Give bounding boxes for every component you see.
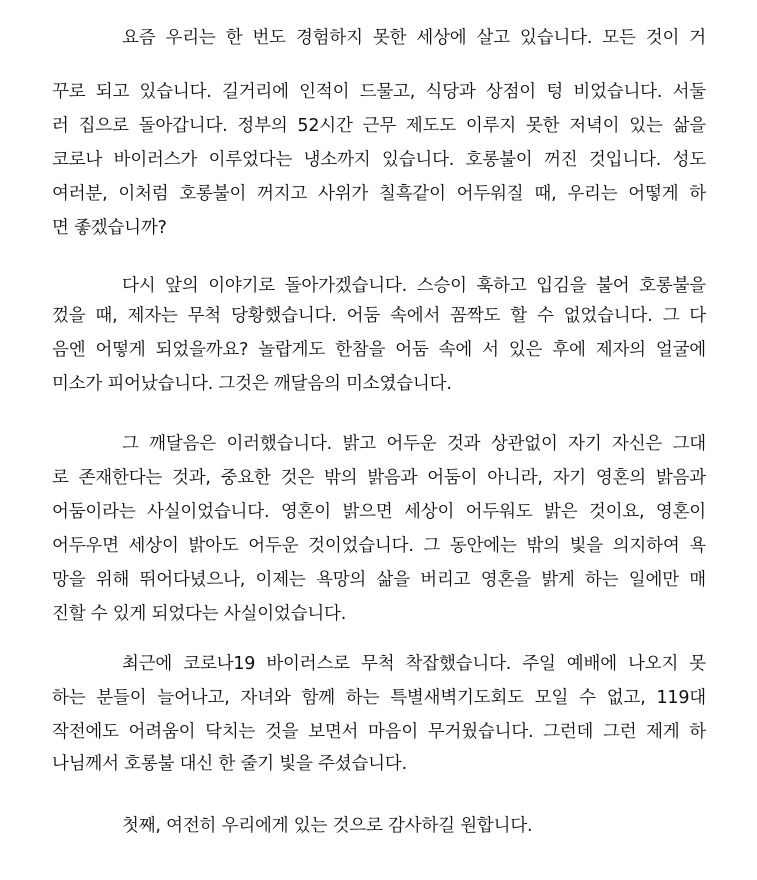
paragraph-4-line-2: 하는 분들이 늘어나고, 자녀와 함께 하는 특별새벽기도회도 모일 수 없고, 119대 bbox=[52, 688, 706, 708]
paragraph-2-line-1: 다시 앞의 이야기로 돌아가겠습니다. 스승이 훅하고 입김을 불어 호롱불을 bbox=[122, 276, 706, 296]
paragraph-3-line-2: 로 존재한다는 것과, 중요한 것은 밖의 밝음과 어둠이 아니라, 자기 영혼의 밝음과 bbox=[52, 468, 706, 488]
paragraph-3-line-1: 그 깨달음은 이러했습니다. 밝고 어두운 것과 상관없이 자기 자신은 그대 bbox=[122, 434, 706, 454]
paragraph-3-line-5: 망을 위해 뛰어다녔으나, 이제는 욕망의 삶을 버리고 영혼을 밝게 하는 일에만 매 bbox=[52, 570, 706, 590]
paragraph-1-line-5: 여러분, 이처럼 호롱불이 꺼지고 사위가 칠흑같이 어두워질 때, 우리는 어떻게 하 bbox=[52, 184, 706, 204]
paragraph-1-line-3: 러 집으로 돌아갑니다. 정부의 52시간 근무 제도도 이루지 못한 저녁이 있는 삶을 bbox=[52, 116, 706, 136]
paragraph-3-line-4: 어두우면 세상이 밝아도 어두운 것이었습니다. 그 동안에는 밖의 빛을 의지하여 욕 bbox=[52, 536, 706, 556]
paragraph-5-line-1: 첫째, 여전히 우리에게 있는 것으로 감사하길 원합니다. bbox=[122, 816, 533, 836]
paragraph-2-line-2: 껐을 때, 제자는 무척 당황했습니다. 어둠 속에서 꼼짝도 할 수 없었습니다. 그 다 bbox=[52, 306, 706, 326]
paragraph-2-line-4: 미소가 피어났습니다. 그것은 깨달음의 미소였습니다. bbox=[52, 374, 452, 394]
paragraph-1-line-2: 꾸로 되고 있습니다. 길거리에 인적이 드물고, 식당과 상점이 텅 비었습니다. 서둘 bbox=[52, 82, 706, 102]
paragraph-1-line-4: 코로나 바이러스가 이루었다는 냉소까지 있습니다. 호롱불이 꺼진 것입니다. 성도 bbox=[52, 150, 706, 170]
paragraph-3-line-6: 진할 수 있게 되었다는 사실이었습니다. bbox=[52, 604, 347, 624]
paragraph-2-line-3: 음엔 어떻게 되었을까요? 놀랍게도 한참을 어둠 속에 서 있은 후에 제자의 얼굴에 bbox=[52, 340, 706, 360]
paragraph-4-line-4: 나님께서 호롱불 대신 한 줄기 빛을 주셨습니다. bbox=[52, 754, 407, 774]
paragraph-4-line-3: 작전에도 어려움이 닥치는 것을 보면서 마음이 무거웠습니다. 그런데 그런 제게 하 bbox=[52, 722, 706, 742]
paragraph-3-line-3: 어둠이라는 사실이었습니다. 영혼이 밝으면 세상이 어두워도 밝은 것이요, 영혼이 bbox=[52, 502, 706, 522]
paragraph-1-line-1: 요즘 우리는 한 번도 경험하지 못한 세상에 살고 있습니다. 모든 것이 거 bbox=[122, 28, 706, 48]
paragraph-4-line-1: 최근에 코로나19 바이러스로 무척 착잡했습니다. 주일 예배에 나오지 못 bbox=[122, 654, 706, 674]
paragraph-1-line-6: 면 좋겠습니까? bbox=[52, 218, 167, 238]
